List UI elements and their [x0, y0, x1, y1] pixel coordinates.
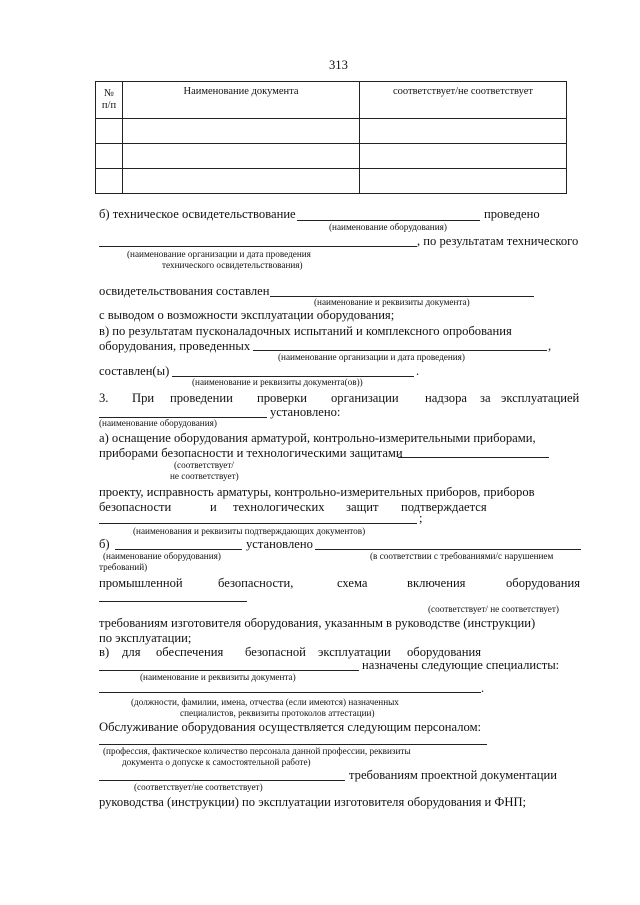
caption-corr-1b: не соответствует)	[170, 471, 239, 481]
caption-confirm-docs: (наименования и реквизиты подтверждающих документов)	[133, 526, 366, 536]
caption-org-date-1a: (наименование организации и дата проведения	[127, 249, 311, 259]
caption-org-date-2: (наименование организации и дата проведения)	[278, 352, 465, 362]
document-blank-3[interactable]	[99, 670, 359, 671]
p3-word-5: надзора	[425, 391, 467, 405]
table-header-number-label: № п/п	[101, 88, 117, 111]
conf-word-5: подтверждается	[401, 500, 487, 514]
caption-org-date-1b: технического освидетельствования)	[162, 260, 303, 270]
v-word-6: оборудования	[407, 645, 481, 659]
maintenance-line: Обслуживание оборудования осуществляется следующим персоналом:	[99, 720, 482, 734]
caption-doc-req-1: (наименование и реквизиты документа)	[314, 297, 470, 307]
ind-word-3: схема	[337, 576, 368, 590]
established-label-1: установлено:	[270, 405, 341, 419]
p3-word-3: проверки	[257, 391, 307, 405]
specialists-blank[interactable]	[99, 692, 481, 693]
table-cell	[360, 169, 567, 194]
period-2: .	[481, 681, 485, 695]
equipping-line: а) оснащение оборудования арматурой, контрольно-измерительными приборами,	[99, 431, 536, 445]
table-header-document	[123, 82, 360, 119]
conf-word-2: и	[210, 500, 217, 514]
equipment-blank-1[interactable]	[297, 220, 480, 221]
conf-word-3: технологических	[233, 500, 325, 514]
held-label: проведено	[484, 207, 540, 221]
equipment-blank-3[interactable]	[115, 549, 242, 550]
table-cell	[123, 119, 360, 144]
page-number: 313	[329, 58, 348, 72]
correspondence-blank-3[interactable]	[99, 780, 345, 781]
table-cell	[96, 169, 123, 194]
personnel-blank[interactable]	[99, 744, 487, 745]
conclusion-line: с выводом о возможности эксплуатации оборудования;	[99, 308, 395, 322]
table-header-correspondence	[360, 82, 567, 119]
table-cell	[96, 144, 123, 169]
caption-doc-req-2: (наименование и реквизиты документа(ов))	[192, 377, 363, 387]
table-header-number	[96, 82, 123, 119]
caption-equipment-2: (наименование оборудования)	[99, 418, 217, 428]
p3-word-4: организации	[331, 391, 399, 405]
v-word-5: эксплуатации	[318, 645, 391, 659]
conf-word-4: защит	[346, 500, 379, 514]
semicolon-1: ;	[419, 511, 423, 525]
table-header-row	[96, 82, 567, 119]
caption-positions-b: специалистов, реквизиты протоколов аттестации)	[180, 708, 375, 718]
table-cell	[123, 169, 360, 194]
manufacturer-req-line-2: по эксплуатации;	[99, 631, 192, 645]
p3-word-6: за	[480, 391, 491, 405]
table-cell	[96, 119, 123, 144]
table-row	[96, 144, 567, 169]
p3-word-7: эксплуатацией	[501, 391, 580, 405]
p3-word-2: проведении	[170, 391, 233, 405]
caption-corr-3: (соответствует/не соответствует)	[134, 782, 263, 792]
caption-equipment-3: (наименование оборудования)	[103, 551, 221, 561]
caption-equipment-1: (наименование оборудования)	[329, 222, 447, 232]
equipment-held-label: оборудования, проведенных	[99, 339, 251, 353]
correspondence-blank-1[interactable]	[398, 457, 549, 458]
table-cell	[360, 119, 567, 144]
established-label-2: установлено	[246, 537, 313, 551]
manual-fnp-line: руководства (инструкции) по эксплуатации изготовителя оборудования и ФНП;	[99, 795, 527, 809]
table-row	[96, 169, 567, 194]
caption-profession-a: (профессия, фактическое количество персонала данной профессии, реквизиты	[103, 746, 411, 756]
correspondence-blank-2[interactable]	[99, 601, 247, 602]
caption-corr-1a: (соответствует/	[174, 460, 234, 470]
caption-req-a: (в соответствии с требованиями/с нарушением	[370, 551, 554, 561]
v-word-3: обеспечения	[156, 645, 224, 659]
organization-blank-2[interactable]	[253, 350, 547, 351]
exam-composed-label: освидетельствования составлен	[99, 284, 270, 298]
table-header-correspondence-label: соответствует/не соответствует	[392, 86, 533, 97]
by-results-label: , по результатам технического	[417, 234, 579, 248]
table-cell	[360, 144, 567, 169]
table-header-document-label: Наименование документа	[183, 86, 299, 97]
period-1: .	[416, 364, 420, 378]
organization-blank-1[interactable]	[99, 246, 417, 247]
requirements-blank[interactable]	[315, 549, 581, 550]
caption-corr-2: (соответствует/ не соответствует)	[428, 604, 559, 614]
b2-label: б)	[99, 537, 110, 551]
composed-label: составлен(ы)	[99, 364, 170, 378]
tech-exam-label: б) техническое освидетельствование	[99, 207, 296, 221]
documents-table	[95, 81, 567, 194]
table-cell	[123, 144, 360, 169]
comma-1: ,	[548, 339, 552, 353]
v-word-1: в)	[99, 645, 110, 659]
ind-word-2: безопасности,	[218, 576, 294, 590]
v-word-4: безопасной	[245, 645, 306, 659]
p3-word-1: При	[132, 391, 155, 405]
commissioning-line: в) по результатам пусконаладочных испытаний и комплексного опробования	[99, 324, 512, 338]
ind-word-5: оборудования	[506, 576, 580, 590]
caption-positions-a: (должности, фамилии, имена, отчества (если имеются) назначенных	[131, 697, 399, 707]
project-line: проекту, исправность арматуры, контрольно-измерительных приборов, приборов	[99, 485, 535, 499]
p3-number: 3.	[99, 391, 109, 405]
confirming-docs-blank[interactable]	[99, 523, 417, 524]
manufacturer-req-line-1: требованиям изготовителя оборудования, указанным в руководстве (инструкции)	[99, 616, 536, 630]
specialists-assigned-label: назначены следующие специалисты:	[362, 658, 560, 672]
conf-word-1: безопасности	[99, 500, 172, 514]
caption-doc-req-3: (наименование и реквизиты документа)	[140, 672, 296, 682]
table-row	[96, 119, 567, 144]
project-req-label: требованиям проектной документации	[349, 768, 558, 782]
caption-profession-b: документа о допуске к самостоятельной работе)	[122, 757, 311, 767]
v-word-2: для	[122, 645, 141, 659]
ind-word-1: промышленной	[99, 576, 183, 590]
ind-word-4: включения	[407, 576, 466, 590]
caption-req-b: требований)	[99, 562, 148, 572]
safety-devices-label: приборами безопасности и технологическими защитами	[99, 446, 403, 460]
